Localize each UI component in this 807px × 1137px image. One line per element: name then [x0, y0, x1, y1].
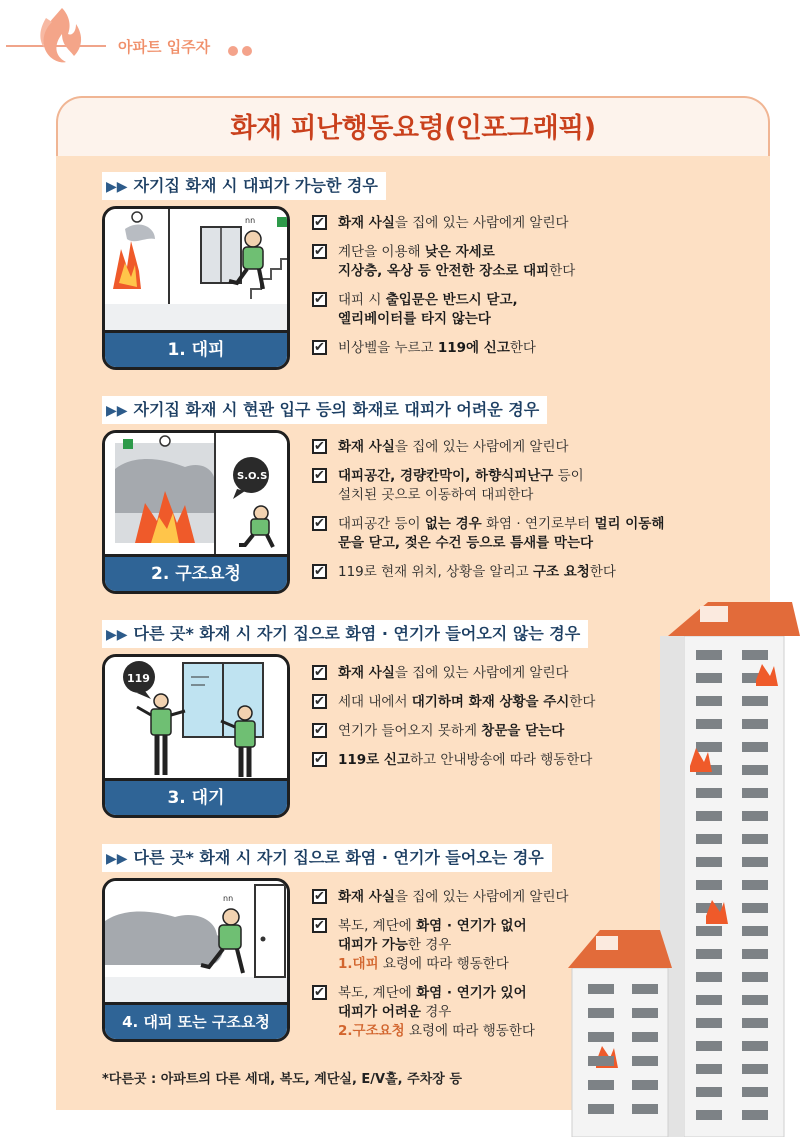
arrow-icon: ▶▶: [106, 403, 128, 419]
card-label: 4. 대피 또는 구조요청: [105, 1002, 287, 1039]
checkbox-icon: ✔: [312, 889, 327, 904]
checkbox-icon: ✔: [312, 468, 327, 483]
item-text: 을 집에 있는 사람에게 알린다: [394, 665, 569, 681]
item-text: 지상층, 옥상 등 안전한 장소로 대피: [338, 263, 550, 279]
card-evacuate: [102, 206, 290, 370]
item-text: 문을 닫고, 젖은 수건 등으로: [338, 535, 511, 551]
checklist-item: [312, 515, 742, 553]
item-text: 을 집에 있는 사람에게 알린다: [394, 215, 569, 231]
item-text: 을 집에 있는 사람에게 알린다: [394, 439, 569, 455]
page-title: 화재 피난행동요령(인포그래픽): [230, 113, 596, 144]
item-text: 엘리베이터를 타지 않는다: [338, 311, 491, 327]
item-text: 화재 사실: [338, 665, 395, 681]
item-text: 출입문은 반드시 닫고,: [385, 292, 518, 308]
card-wait: [102, 654, 290, 818]
item-text: 대피공간, 경량칸막이, 하향식피난구: [338, 468, 554, 484]
item-text: 한다: [509, 340, 536, 356]
checklist-item: [312, 243, 742, 281]
header-dots: [228, 41, 256, 60]
call-bubble-text: 119: [127, 672, 150, 685]
item-text: 틈새를 막는다: [510, 535, 594, 551]
checkbox-icon: ✔: [312, 564, 327, 579]
item-text: 화염 · 연기로부터: [481, 516, 595, 532]
item-text: 2.구조요청: [338, 1023, 405, 1039]
item-text: 한 경우: [407, 937, 452, 953]
section-1-heading: [102, 172, 386, 200]
item-text: 요령에 따라 행동한다: [404, 1023, 535, 1039]
item-text: 계단을 이용해: [338, 244, 425, 260]
checkbox-icon: ✔: [312, 244, 327, 259]
item-text: 창문을 닫는다: [481, 723, 565, 739]
svg-text:nn: nn: [223, 894, 234, 903]
item-text: 복도, 계단에: [338, 918, 417, 934]
section-2-items: [312, 438, 742, 592]
item-text: 비상벨을 누르고: [338, 340, 438, 356]
item-text: 하고 안내방송에 따라 행동한다: [410, 752, 593, 768]
checkbox-icon: ✔: [312, 918, 327, 933]
item-text: 없는 경우: [424, 516, 482, 532]
checkbox-icon: ✔: [312, 516, 327, 531]
checklist-item: [312, 438, 742, 457]
item-text: 대피가 가능: [338, 937, 408, 953]
sos-bubble-text: S.O.S: [237, 471, 268, 482]
checklist-item: [312, 339, 742, 358]
footnote: *다른곳 : 아파트의 다른 세대, 복도, 계단실, E/V홀, 주차장 등: [102, 1072, 462, 1087]
card-rescue-request: [102, 430, 290, 594]
item-text: 구조 요청: [532, 564, 590, 580]
card-evacuate-or-rescue: [102, 878, 290, 1042]
item-text: 대피가 어려운: [338, 1004, 421, 1020]
arrow-icon: ▶▶: [106, 851, 128, 867]
item-text: 화재 사실: [338, 215, 395, 231]
section-3-heading-text: 다른 곳* 화재 시 자기 집으로 화염 · 연기가 들어오지 않는 경우: [133, 624, 581, 643]
checkbox-icon: ✔: [312, 752, 327, 767]
section-2-heading: [102, 396, 547, 424]
item-text: 화재 사실: [338, 889, 395, 905]
checklist-item: [312, 563, 742, 582]
card-label: 2. 구조요청: [105, 554, 287, 591]
evacuate-illustration: [105, 209, 287, 333]
page-header: [0, 0, 807, 90]
item-text: 119로 신고: [338, 752, 411, 768]
checkbox-icon: ✔: [312, 985, 327, 1000]
section-2-heading-text: 자기집 화재 시 현관 입구 등의 화재로 대피가 어려운 경우: [133, 400, 540, 419]
item-text: 화재 사실: [338, 439, 395, 455]
item-text: 한다: [549, 263, 576, 279]
checkbox-icon: ✔: [312, 292, 327, 307]
item-text: 대기하며 화재 상황을 주시: [411, 694, 570, 710]
card-label: 1. 대피: [105, 330, 287, 367]
flame-icon: [32, 4, 92, 66]
item-text: 요령에 따라 행동한다: [378, 956, 509, 972]
svg-text:nn: nn: [245, 216, 256, 225]
section-4-heading: [102, 844, 552, 872]
item-text: 화염 · 연기가 없어: [416, 918, 527, 934]
item-text: 복도, 계단에: [338, 985, 417, 1001]
arrow-icon: ▶▶: [106, 627, 128, 643]
item-text: 세대 내에서: [338, 694, 412, 710]
section-4-heading-text: 다른 곳* 화재 시 자기 집으로 화염 · 연기가 들어오는 경우: [133, 848, 544, 867]
item-text: 한다: [569, 694, 596, 710]
header-label: 아파트 입주자: [118, 38, 211, 56]
item-text: 설치된 곳으로 이동하여 대피한다: [338, 487, 534, 503]
checkbox-icon: ✔: [312, 694, 327, 709]
checkbox-icon: ✔: [312, 723, 327, 738]
checkbox-icon: ✔: [312, 665, 327, 680]
checkbox-icon: ✔: [312, 439, 327, 454]
item-text: 대피공간 등이: [338, 516, 425, 532]
section-3-heading: [102, 620, 588, 648]
item-text: 연기가 들어오지 못하게: [338, 723, 482, 739]
checklist-item: [312, 214, 742, 233]
card-label: 3. 대기: [105, 778, 287, 815]
item-text: 119로 현재 위치, 상황을 알리고: [338, 564, 533, 580]
item-text: 낮은 자세로: [424, 244, 495, 260]
item-text: 119에 신고: [437, 340, 510, 356]
apartment-buildings-illustration: [560, 596, 807, 1137]
checklist-item: [312, 291, 742, 329]
item-text: 화염 · 연기가 있어: [416, 985, 527, 1001]
smoke-illustration: [105, 881, 287, 1005]
checklist-item: [312, 467, 742, 505]
checkbox-icon: ✔: [312, 340, 327, 355]
checkbox-icon: ✔: [312, 215, 327, 230]
item-text: 대피 시: [338, 292, 386, 308]
wait-illustration: [105, 657, 287, 781]
item-text: 1.대피: [338, 956, 379, 972]
item-text: 멀리 이동해: [594, 516, 665, 532]
rescue-illustration: [105, 433, 287, 557]
item-text: 경우: [420, 1004, 452, 1020]
section-1-heading-text: 자기집 화재 시 대피가 가능한 경우: [133, 176, 378, 195]
arrow-icon: ▶▶: [106, 179, 128, 195]
item-text: 한다: [589, 564, 616, 580]
item-text: 등이: [553, 468, 584, 484]
section-1-items: [312, 214, 742, 368]
item-text: 을 집에 있는 사람에게 알린다: [394, 889, 569, 905]
